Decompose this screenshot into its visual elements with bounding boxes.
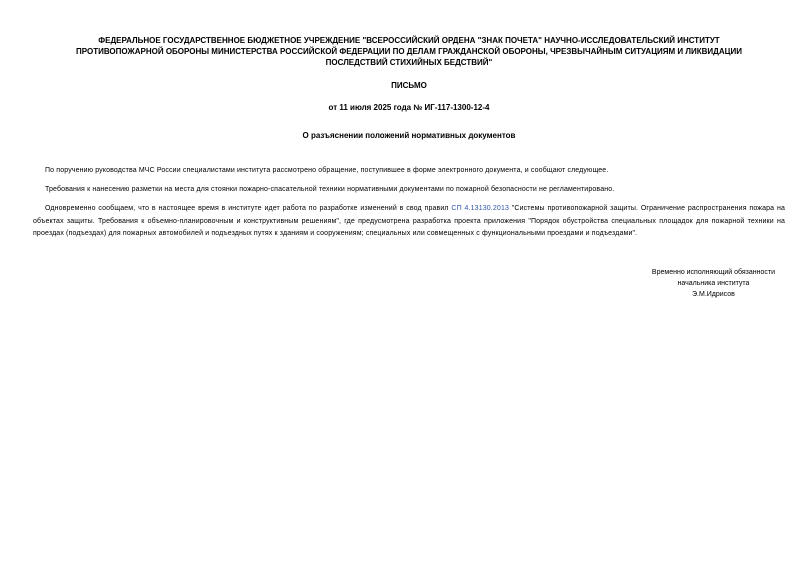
signature-position-line1: Временно исполняющий обязанности xyxy=(651,268,775,276)
doc-date-number: от 11 июля 2025 года № ИГ-117-1300-12-4 xyxy=(328,103,490,112)
paragraph-sp-development xyxy=(33,203,785,241)
paragraph-text-after-link: "Системы противопожарной защиты. Ограничение распространения пожара на объектах защиты. Требования к объемно-планировочным и конструктивным решениям", где предусмотрена разработка проекта приложения "Порядок обустройства специальных площадок для пожарной техники на проездах (подъездах) для пожарных автомобилей и подъездных путях к зданиям и сооружениям; специальных или совмещенных с функциональными проездами и подъездами". xyxy=(33,205,786,237)
sp-4-13130-2013-link[interactable]: СП 4.13130.2013 xyxy=(451,205,510,212)
signature-position-line2: начальника института xyxy=(677,279,750,287)
doc-type-title: ПИСЬМО xyxy=(391,81,427,90)
paragraph-requirements: Требования к нанесению разметки на места для стоянки пожарно-спасательной техники нормативными документами по пожарной безопасности не регламентировано. xyxy=(45,185,615,193)
signature-name: Э.М.Идрисов xyxy=(692,290,735,298)
doc-subject: О разъяснении положений нормативных документов xyxy=(302,131,516,140)
paragraph-intro: По поручению руководства МЧС России специалистами института рассмотрено обращение, поступившее в форме электронного документа, и сообщают следующее. xyxy=(45,167,609,174)
signature-block xyxy=(652,267,775,300)
paragraph-text-before-link: Одновременно сообщаем, что в настоящее время в институте идет работа по разработке изменений в свод правил xyxy=(45,205,452,212)
org-name-heading: ФЕДЕРАЛЬНОЕ ГОСУДАРСТВЕННОЕ БЮДЖЕТНОЕ УЧРЕЖДЕНИЕ "ВСЕРОССИЙСКИЙ ОРДЕНА "ЗНАК ПОЧЕТА" НАУЧНО-ИССЛЕДОВАТЕЛЬСКИЙ ИНСТИТУТ ПРОТИВОПОЖАРНОЙ ОБОРОНЫ МИНИСТЕРСТВА РОССИЙСКОЙ ФЕДЕРАЦИИ ПО ДЕЛАМ ГРАЖДАНСКОЙ ОБОРОНЫ, ЧРЕЗВЫЧАЙНЫМ СИТУАЦИЯМ И ЛИКВИДАЦИИ ПОСЛЕДСТВИЙ СТИХИЙНЫХ БЕДСТВИЙ" xyxy=(76,36,742,67)
